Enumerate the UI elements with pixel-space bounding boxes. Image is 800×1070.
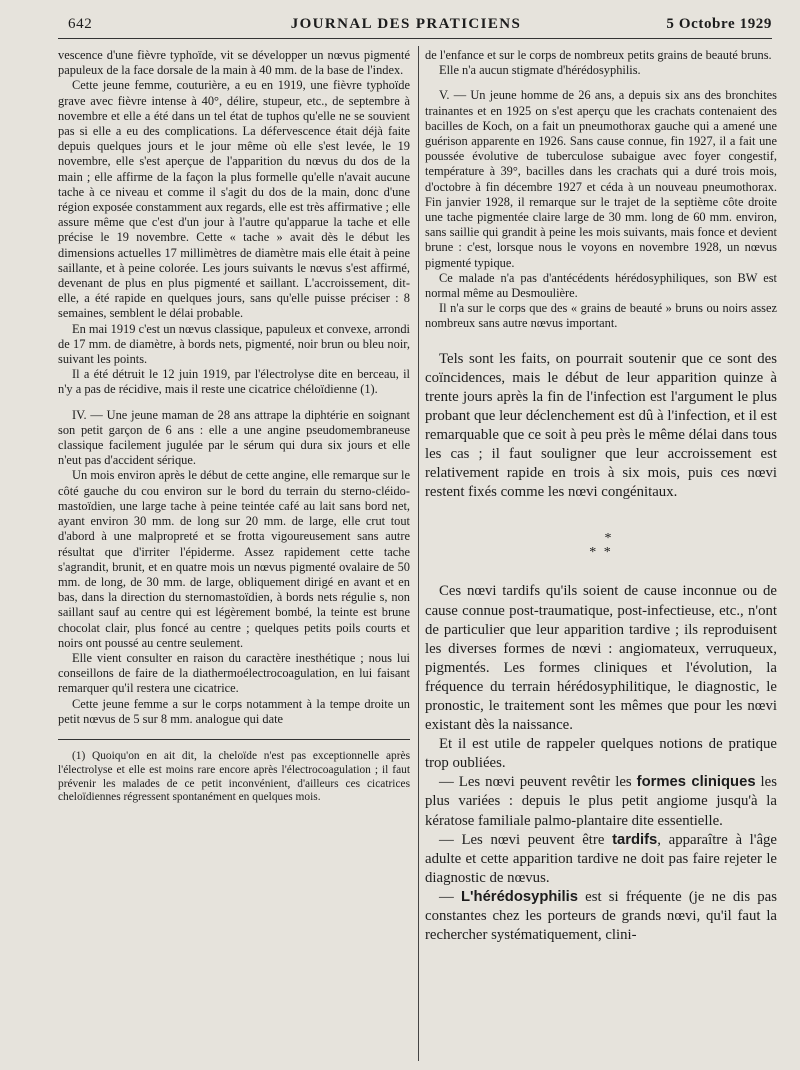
paragraph: Ce malade n'a pas d'antécédents hérédosyphiliques, son BW est normal même au Desmoulière. <box>425 270 777 301</box>
list-item <box>425 773 777 830</box>
paragraph: vescence d'une fièvre typhoïde, vit se développer un nœvus pigmenté papuleux de la face dorsale de la main à 40 mm. de la base de l'index. <box>58 48 410 78</box>
column-divider <box>418 46 419 1061</box>
footnote: (1) Quoiqu'on en ait dit, la cheloïde n'est pas exceptionnelle après l'électrolyse et elle est moins rare encore après l'électrocoagulation ; il faut prévenir les malades de ce petit inconvénient, d'ailleurs ces cicatrices cheloïdiennes régressent spontanément en quelques mois. <box>58 749 410 804</box>
item-text: — Les nœvi peuvent être <box>439 831 613 848</box>
item-text: est si fréquente (je ne dis pas constantes chez les porteurs de grands nœvi, qu'il faut la rechercher systématiquement, clini- <box>425 888 777 944</box>
page-number: 642 <box>68 16 93 32</box>
item-text: — <box>439 888 461 905</box>
footnote-rule <box>58 739 410 740</box>
paragraph: Il a été détruit le 12 juin 1919, par l'électrolyse dite en berceau, il n'y a pas de récidive, mais il reste une cicatrice chéloïdienne (1). <box>58 367 410 397</box>
paragraph: En mai 1919 c'est un nœvus classique, papuleux et convexe, arrondi de 17 mm. de diamètre, à bords nets, pigmenté, noir brun ou bleu noir, suivant les points. <box>58 321 410 367</box>
right-column <box>425 48 777 945</box>
conclusion-section <box>425 350 777 946</box>
item-text: les plus variées : depuis le plus petit angiome jusqu'à la kératose familiale palmo-plantaire dite essentielle. <box>425 774 777 829</box>
running-header <box>40 12 772 40</box>
list-item <box>425 888 777 945</box>
paragraph: Cette jeune femme, couturière, a eu en 1919, une fièvre typhoïde grave avec fièvre intense à 40°, délire, stupeur, etc., de septembre à novembre et elle a été dans un tel état de tuphos qu'elle ne se souvient pas si elle a eu des complications. La défervescence était déjà faite depuis quelques jours et le jour même où elle s'est levée, le 19 novembre, elle s'est aperçue de l'apparition du nœvus du dos de la main ; elle affirme de la façon la plus formelle qu'elle n'avait aucune tache à ce niveau et comme il s'agit du dos de la main, donc d'une région exposée constamment aux regards, elle est très affirmative ; elle assure même que c'est d'un jour à l'autre qu'apparue la tache et elle précise le 19 novembre. Cette « tache » avait dès le début les dimensions actuelles 17 millimètres de diamètre mais elle était à peine saillante, et à peine colorée. Les jours suivants le nœvus s'est affirmé, devenant de plus en plus pigmenté et saillant. L'accroissement, dit-elle, a été rapide en quelques jours, sans qu'elle puisse préciser : 8 semaines, semblent le délai probable. <box>58 78 410 321</box>
issue-date: 5 Octobre 1929 <box>666 16 772 32</box>
item-bold-term: formes cliniques <box>636 774 756 791</box>
paragraph: Cette jeune femme a sur le corps notamment à la tempe droite un petit nœvus de 5 sur 8 mm. analogue qui date <box>58 696 410 726</box>
case-v-paragraph: V. — Un jeune homme de 26 ans, a depuis six ans des bronchites trainantes et en 1925 on s'est aperçu que les crachats contenaient des bacilles de Koch, on a fait un pneumothorax gauche qui a amené une guérison apparente en 1926. Sans cause connue, fin 1927, il a fait une poussée évolutive de tuberculose subaigue avec foyer congestif, température à 39°, bacilles dans les crachats qui a duré trois mois, d'octobre à fin décembre 1927 et céda à un nouveau pneumothorax. Fin janvier 1928, il remarque sur le trajet de la septième côte droite une tache pigmentée claire large de 30 mm. long de 60 mm. environ, sans saillie qui grandit à peine les mois suivants, mais fonce et devient brune : c'est, lorsque nous le voyons en novembre 1928, un nœvus pigmenté typique. <box>425 88 777 270</box>
paragraph: Tels sont les faits, on pourrait soutenir que ce sont des coïncidences, mais le début de leur apparition quinze à trente jours après la fin de l'infection est l'argument le plus probant que leur déclenchement est dû à l'infection, et il est remarquable que ce soit à peu près le même délai dans tous les cas ; il faut souligner que leur accroissement est relativement rapide en trois à six mois, puis ces nœvi restent fixés comme les nœvi congénitaux. <box>425 350 777 501</box>
paragraph: Il n'a sur le corps que des « grains de beauté » bruns ou noirs assez nombreux sans autre nœvus important. <box>425 301 777 331</box>
item-text: — Les nœvi peuvent revêtir les <box>439 774 637 791</box>
paragraph: Un mois environ après le début de cette angine, elle remarque sur le côté gauche du cou environ sur le bord du terrain du sterno-cléido-mastoïdien, une large tache à peine teintée café au lait sans bord net, ayant environ 30 mm. de long sur 20 mm. de large, elle crut tout d'abord à une malpropreté et se frotta vigoureusement sans autre résultat que d'irriter l'épiderme. Assez rapidement cette tache s'agrandit, brunit, et en quatre mois un nœvus pigmenté ovalaire de 50 mm. de long, de 30 mm. de large, obliquement dirigé en avant et en bas, dans la direction du sternomastoïdien, à bords nets régulie s, non saillant sauf au centre qui est légèrement bombé, la teinte est brune chocolat clair, plus foncé au centre ; quelques petits poils courts et noirs ont poussé au centre seulement. <box>58 468 410 650</box>
section-asterism <box>425 532 777 560</box>
paragraph: Elle vient consulter en raison du caractère inesthétique ; nous lui conseillons de faire de la diathermoélectrocoagulation, en lui faisant remarquer qu'il restera une cicatrice. <box>58 650 410 696</box>
paragraph: Ces nœvi tardifs qu'ils soient de cause inconnue ou de cause connue post-traumatique, post-infectieuse, etc., n'ont de particulier que leur apparition tardive ; ils reproduisent les diverses formes de nœvi : angiomateux, verruqueux, pigmentés. Les formes cliniques et l'évolution, la fréquence du terrain hérédosyphilitique, le diagnostic, le pronostic, le traitement sont les mêmes que pour les nœvi existant dès la naissance. <box>425 583 777 734</box>
paragraph: Et il est utile de rappeler quelques notions de pratique trop oubliées. <box>425 736 777 772</box>
item-bold-term: L'hérédosyphilis <box>460 888 578 905</box>
item-bold-term: tardifs <box>612 831 658 848</box>
case-iv-paragraph: IV. — Une jeune maman de 28 ans attrape la diphtérie en soignant son petit garçon de 6 ans : elle a une angine pseudomembraneuse classique facilement jugulée par le sérum qui dura six jours et elle n'eut pas d'accident sérique. <box>58 407 410 468</box>
journal-title: JOURNAL DES PRATICIENS <box>290 16 522 32</box>
asterism-top: * <box>604 531 614 547</box>
header-rule <box>58 38 772 39</box>
left-column <box>58 48 410 805</box>
item-text: , apparaître à l'âge adulte et cette apparition tardive ne doit pas faire rejeter le diagnostic de nœvus. <box>425 831 777 886</box>
asterism-bottom: * * <box>589 545 613 561</box>
paragraph: de l'enfance et sur le corps de nombreux petits grains de beauté bruns. <box>425 48 772 62</box>
paragraph: Elle n'a aucun stigmate d'hérédosyphilis. <box>439 63 641 78</box>
list-item <box>425 831 777 888</box>
